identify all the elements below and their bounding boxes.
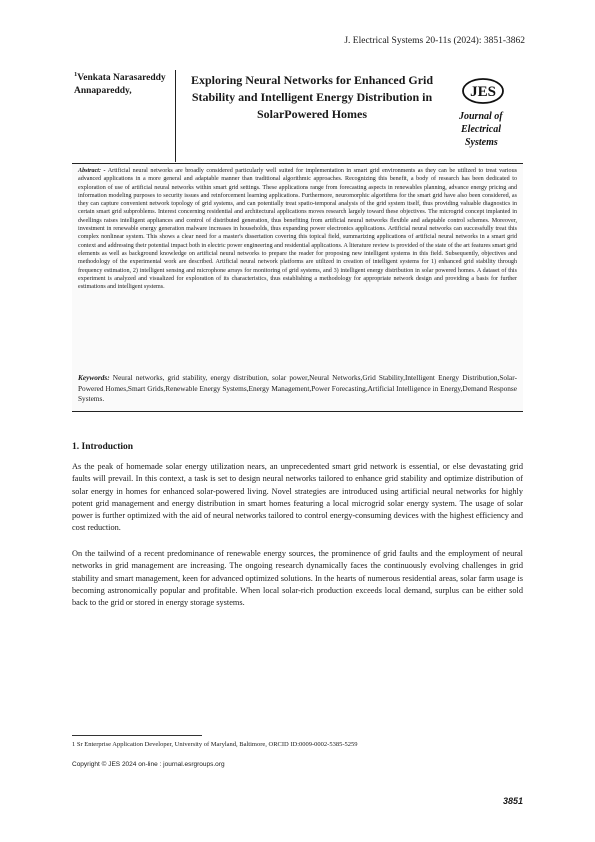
abstract-text: Artificial neural networks are broadly considered particularly well suited for implementation in smart grid environments as they can be utilized to treat various advanced applications in a more general and adaptable manner than traditional algorithmic approaches. Recognizing this benefit, a body of research has been dedicated to exploration of use of artificial neural networks within smart grid settings. These applications range from forecasting aspects in renewables planning, advance energy pricing and information modeling purposes to security issues and reinforcement learning applications. Furthermore, neuromorphic algorithms for the smart grid have also been considered, as they can capture convenient network topology of grid systems, and can potentially treat spatio-temporal analysis of the grid system itself, thus providing valuable diagnostics in certain smart grid subproblems. Interest concerning residential and architectural applications moves research largely toward these objectives. The microgrid concept implanted in dwellings raises intelligent appliances and control of distributed generation, thus benefiting from artificial neural networks flexible and adaptable control schemes. Moreover, investment in renewable energy generation malware increases in households, thus expanding power electronics applications. Artificial neural networks can successfully treat this complex nonlinear system. This shows a clear need for a master's dissertation covering this topical field, summarizing applications of artificial neural networks in a smart grid context and addressing their potential impact both in electric power engineering and residential applications. A literature review is provided of the state of the art features smart grid elements as well as background knowledge on artificial neural networks to prepare the reader for proposing new intelligent systems in this field. Subsequently, objectives and methodology of the experimental work are described. Artificial neural network platforms are utilized in creation of intelligent systems for 1) enhanced grid stability through frequency estimation, 2) intelligent sensing and microphone arrays for monitoring of grid systems, and 3) intelligent energy distribution in solar powered homes. A dataset of this experiment is analyzed and visualized for exploration of its characteristics, thus establishing a methodology for appropriate network design and providing a basis for further estimations and intelligent systems.	[78, 168, 518, 291]
intro-paragraph-1: As the peak of homemade solar energy utilization nears, an unprecedented smart grid network is essential, or else devastating grid faults will prevail. In this context, a task is set to design neural networks tailored to enhance grid stability and optimize distribution of solar energy in homes for enhanced solar-powered living. Novel strategies are introduced using artificial neural networks for highly potent grid management and energy distribution in smart homes featuring a local microgrid solar energy system. The usage of solar power is further optimized with the aid of neural networks tailored to control energy-consuming devices with the highest efficiency and cost reduction.	[72, 462, 523, 533]
abstract-box	[72, 163, 523, 412]
title-box	[175, 70, 440, 162]
section-heading: 1. Introduction	[72, 442, 134, 452]
jes-logo-icon	[449, 76, 521, 156]
keywords-text: Neural networks, grid stability, energy distribution, solar power,Neural Networks,Grid Stability,Intelligent Energy Distribution,Solar-Powered Homes,Smart Grids,Renewable Energy Systems,Energy Management,Power Forecasting,Artificial Intelligence in Energy,Demand Response Systems.	[78, 373, 518, 403]
logo-line-1: Journal of	[459, 111, 503, 122]
logo-line-2: Electrical	[461, 124, 501, 135]
journal-reference: J. Electrical Systems 20-11s (2024): 3851-3862	[344, 36, 525, 46]
keywords	[78, 373, 517, 405]
paper-title: Exploring Neural Networks for Enhanced Grid Stability and Intelligent Energy Distribution in SolarPowered Homes	[190, 73, 434, 121]
author-block	[74, 68, 170, 98]
page-number: 3851	[502, 796, 523, 806]
logo-line-3: Systems	[465, 137, 498, 148]
intro-paragraph-2: On the tailwind of a recent predominance of renewable energy sources, the prominence of grid faults and the employment of neural networks in grid management are increasing. The ongoing research dynamically faces the continuously evolving challenges in grid stability and smart management, keen for advanced optimized solutions. In the hearts of numerous residential areas, solar farm usage is becoming astronomically popular and profitable. When local solar-rich production exceeds local demand, surplus can be either sold back to the grid or stored in energy storage systems.	[72, 549, 523, 608]
keywords-label: Keywords:	[78, 373, 110, 382]
logo-abbrev: JES	[470, 84, 496, 100]
footnote: 1 Sr Enterprise Application Developer, University of Maryland, Baltimore, ORCID ID:0009-0002-5385-5259	[72, 741, 358, 748]
abstract	[78, 167, 517, 291]
copyright-notice: Copyright © JES 2024 on-line : journal.esrgroups.org	[72, 761, 225, 768]
author-name: Venkata Narasareddy Annapareddy,	[74, 73, 166, 97]
footnote-divider	[72, 735, 202, 736]
author-footnote-marker: 1	[74, 71, 78, 78]
abstract-label: Abstract: -	[78, 168, 106, 174]
